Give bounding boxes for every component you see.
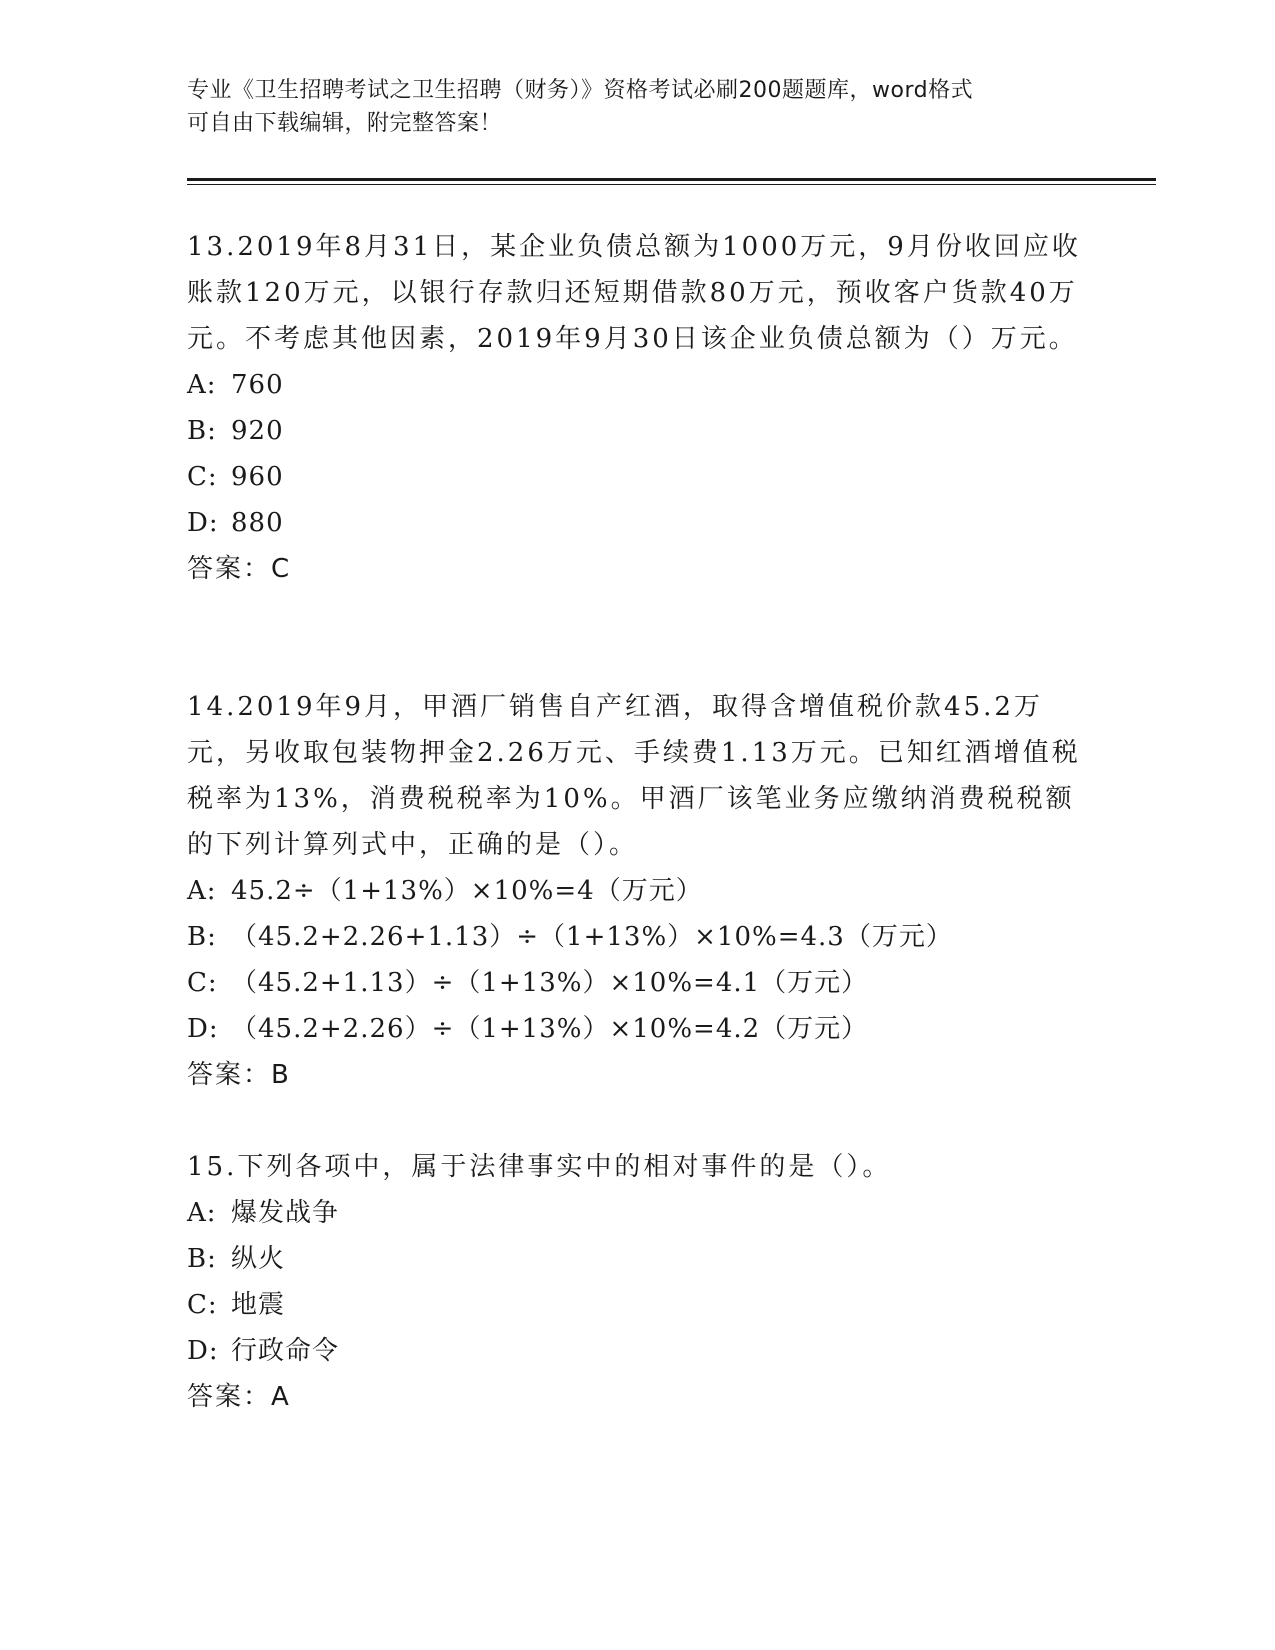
option-letter: D: bbox=[187, 1014, 219, 1044]
option-c bbox=[187, 454, 1087, 500]
answer-label: 答案：A bbox=[187, 1382, 291, 1412]
option-letter: A: bbox=[187, 370, 217, 400]
option-text: 880 bbox=[231, 508, 284, 538]
option-letter: D: bbox=[187, 508, 219, 538]
answer-label: 答案：B bbox=[187, 1060, 291, 1090]
option-a bbox=[187, 868, 1087, 914]
option-text: 45.2÷（1+13%）×10%=4（万元） bbox=[231, 876, 703, 906]
question-14 bbox=[187, 684, 1087, 1098]
option-letter: A: bbox=[187, 876, 217, 906]
option-b bbox=[187, 914, 1087, 960]
option-d bbox=[187, 1328, 1087, 1374]
option-letter: D: bbox=[187, 1336, 219, 1366]
option-text: 地震 bbox=[231, 1290, 286, 1320]
option-d bbox=[187, 500, 1087, 546]
option-b bbox=[187, 1236, 1087, 1282]
option-text: 行政命令 bbox=[231, 1336, 340, 1366]
option-a bbox=[187, 1190, 1087, 1236]
option-c bbox=[187, 1282, 1087, 1328]
question-stem: 14.2019年9月，甲酒厂销售自产红酒，取得含增值税价款45.2万元，另收取包装物押金2.26万元、手续费1.13万元。已知红酒增值税税率为13%，消费税税率为10%。甲酒厂该笔业务应缴纳消费税税额的下列计算列式中，正确的是（）。 bbox=[187, 692, 1081, 860]
option-text: （45.2+2.26+1.13）÷（1+13%）×10%=4.3（万元） bbox=[231, 922, 953, 952]
option-c bbox=[187, 960, 1087, 1006]
option-text: 爆发战争 bbox=[231, 1198, 340, 1228]
answer-label: 答案：C bbox=[187, 554, 292, 584]
option-text: （45.2+2.26）÷（1+13%）×10%=4.2（万元） bbox=[231, 1014, 869, 1044]
header-line-1: 专业《卫生招聘考试之卫生招聘（财务）》资格考试必刷200题题库，word格式 bbox=[187, 78, 974, 103]
option-b bbox=[187, 408, 1087, 454]
option-letter: B: bbox=[187, 416, 217, 446]
option-text: 760 bbox=[231, 370, 284, 400]
option-letter: A: bbox=[187, 1198, 217, 1228]
option-letter: C: bbox=[187, 1290, 218, 1320]
header-divider-thick bbox=[187, 178, 1156, 181]
option-letter: B: bbox=[187, 922, 217, 952]
option-d bbox=[187, 1006, 1087, 1052]
option-text: 纵火 bbox=[231, 1244, 286, 1274]
question-stem: 13.2019年8月31日，某企业负债总额为1000万元，9月份收回应收账款120万元，以银行存款归还短期借款80万元，预收客户货款40万元。不考虑其他因素，2019年9月30日该企业负债总额为（）万元。 bbox=[187, 232, 1081, 354]
option-letter: B: bbox=[187, 1244, 217, 1274]
option-letter: C: bbox=[187, 462, 218, 492]
header-line-2: 可自由下载编辑，附完整答案！ bbox=[187, 111, 503, 136]
option-text: 920 bbox=[231, 416, 284, 446]
document-header bbox=[187, 74, 1087, 140]
option-a bbox=[187, 362, 1087, 408]
option-text: （45.2+1.13）÷（1+13%）×10%=4.1（万元） bbox=[231, 968, 869, 998]
question-stem: 15.下列各项中，属于法律事实中的相对事件的是（）。 bbox=[187, 1152, 892, 1182]
option-letter: C: bbox=[187, 968, 218, 998]
question-13 bbox=[187, 224, 1087, 592]
header-divider-thin bbox=[187, 184, 1156, 185]
question-15 bbox=[187, 1144, 1087, 1420]
option-text: 960 bbox=[231, 462, 284, 492]
